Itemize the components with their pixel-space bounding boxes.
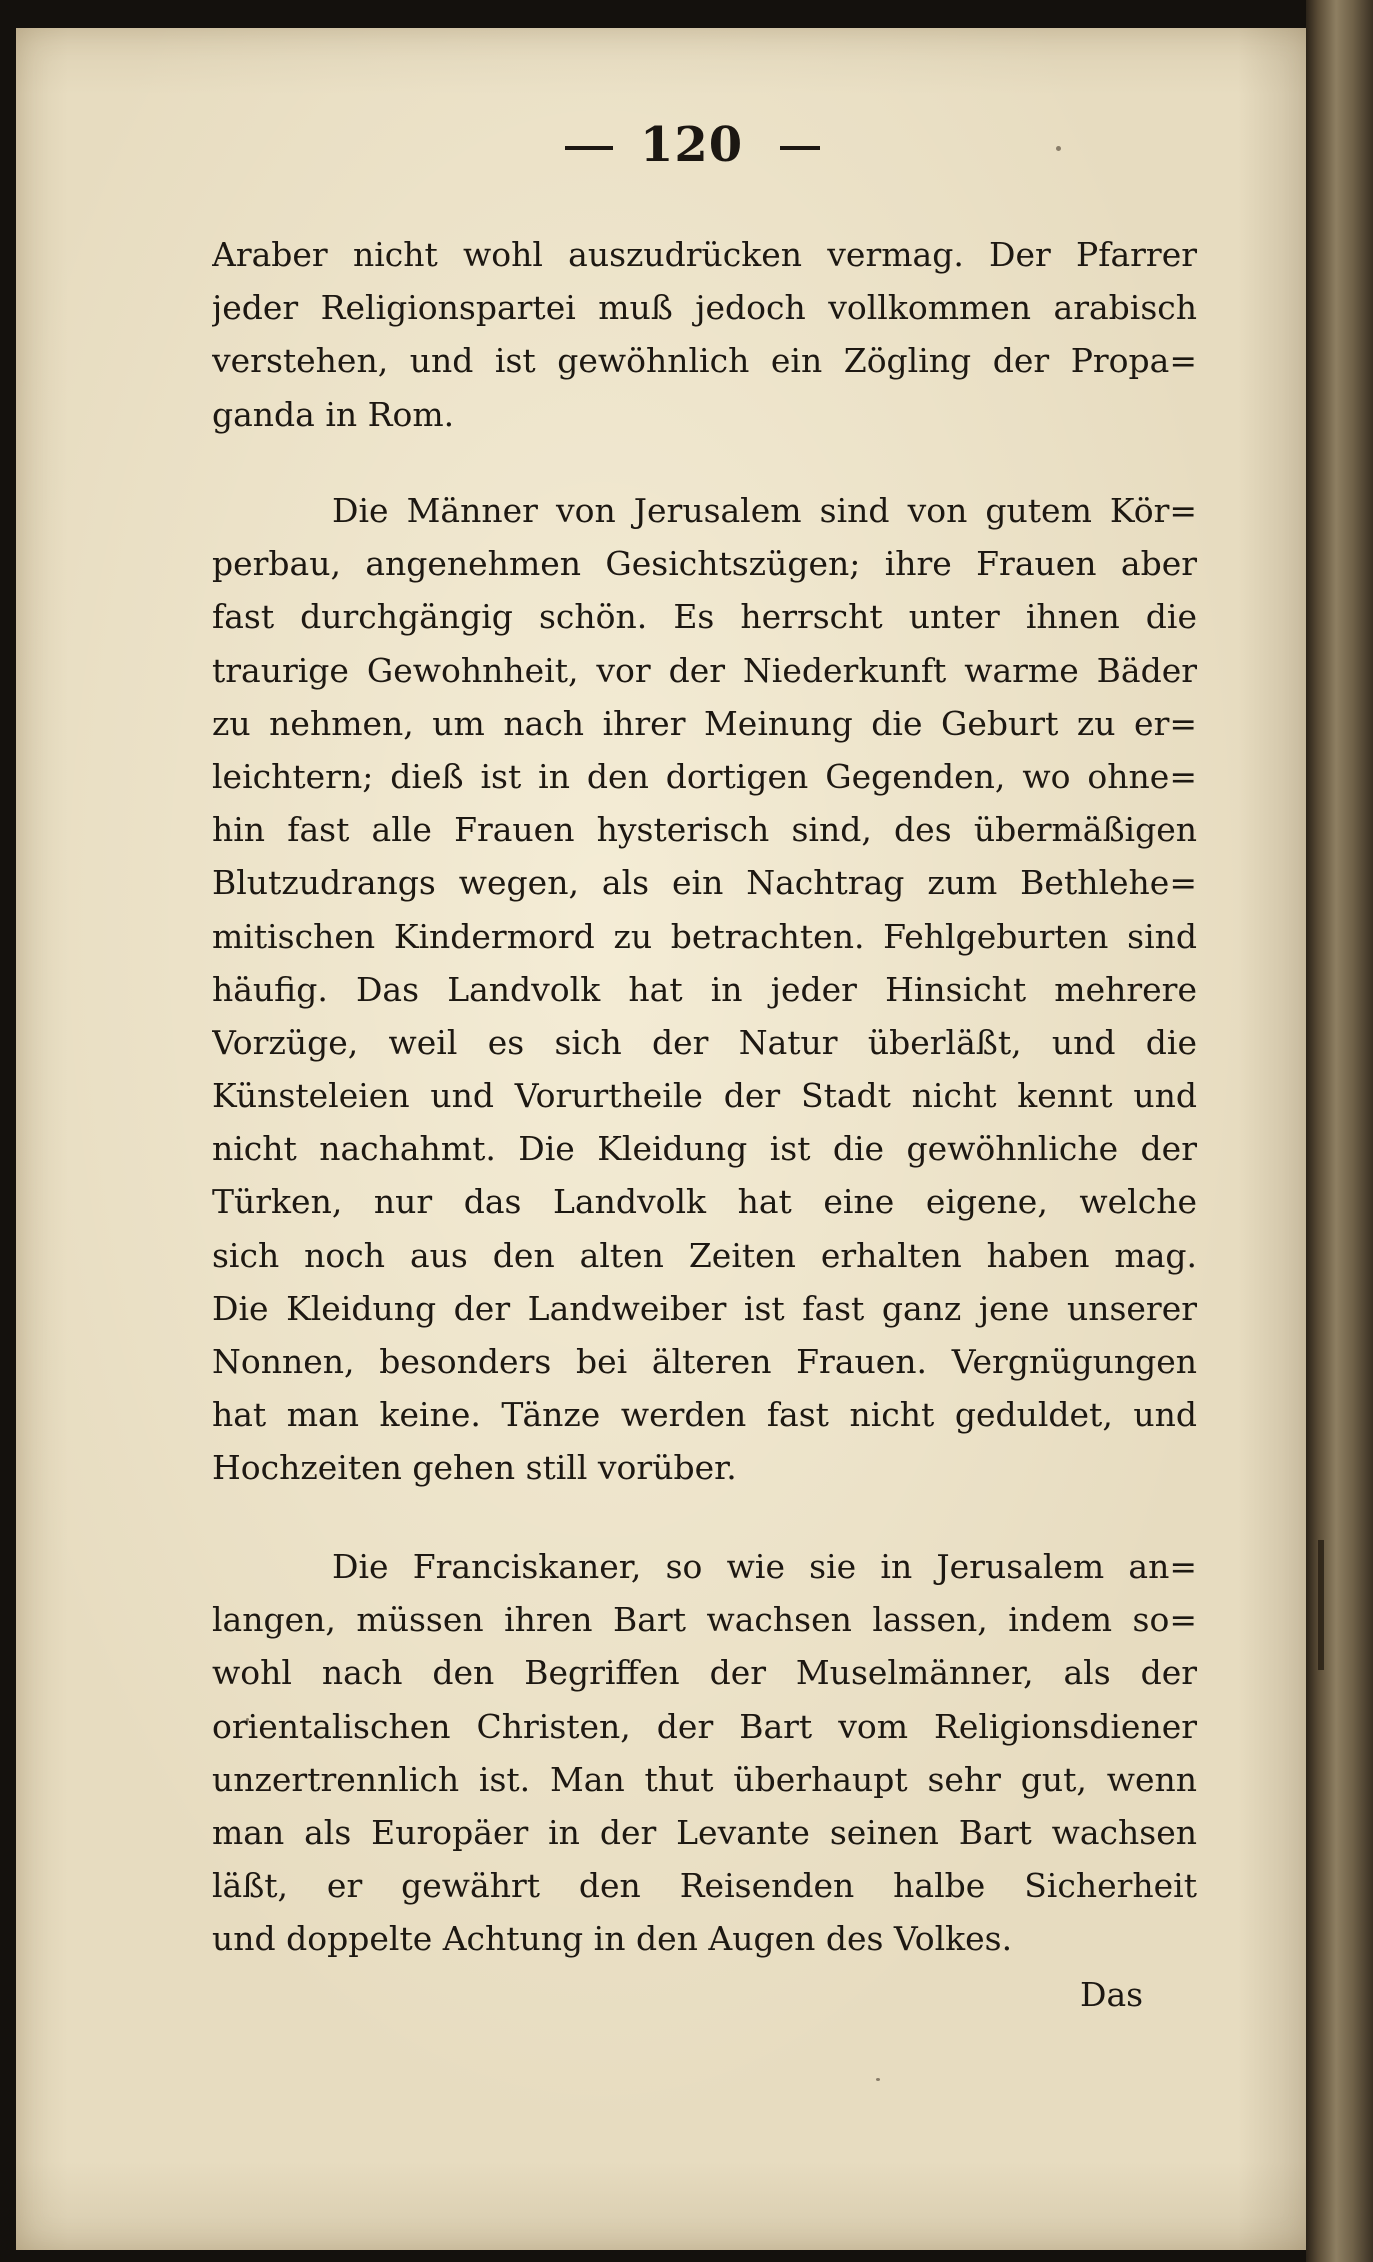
paragraph-1 bbox=[212, 228, 1197, 441]
text-line: leichtern; dieß ist in den dortigen Gegenden, wo ohne= bbox=[212, 756, 1197, 796]
catchword: Das bbox=[1080, 1975, 1144, 2014]
running-header bbox=[0, 110, 1373, 180]
text-line: langen, müssen ihren Bart wachsen lassen, indem so= bbox=[212, 1600, 1197, 1640]
text-line: nicht nachahmt. Die Kleidung ist die gewöhnliche der bbox=[212, 1129, 1197, 1169]
paper-speck bbox=[876, 2078, 880, 2081]
text-line: Künsteleien und Vorurtheile der Stadt nicht kennt und bbox=[212, 1076, 1197, 1116]
text-line: man als Europäer in der Levante seinen Bart wachsen bbox=[212, 1812, 1197, 1852]
text-line: läßt, er gewährt den Reisenden halbe Sicherheit bbox=[212, 1866, 1197, 1906]
text-line: Vorzüge, weil es sich der Natur überläßt, und die bbox=[212, 1022, 1197, 1062]
text-line: mitischen Kindermord zu betrachten. Fehlgeburten sind bbox=[212, 916, 1197, 956]
text-line: unzertrennlich ist. Man thut überhaupt sehr gut, wenn bbox=[212, 1759, 1197, 1799]
text-line: ganda in Rom. bbox=[212, 394, 455, 434]
text-line: perbau, angenehmen Gesichtszügen; ihre Frauen aber bbox=[212, 544, 1197, 584]
text-line: Die Kleidung der Landweiber ist fast ganz jene unserer bbox=[212, 1288, 1197, 1328]
paragraph-2 bbox=[212, 484, 1197, 1495]
text-line: Türken, nur das Landvolk hat eine eigene, welche bbox=[212, 1182, 1197, 1222]
text-line: Araber nicht wohl auszudrücken vermag. Der Pfarrer bbox=[212, 235, 1197, 274]
text-line: hat man keine. Tänze werden fast nicht geduldet, und bbox=[212, 1395, 1197, 1435]
text-line: orientalischen Christen, der Bart vom Religionsdiener bbox=[212, 1706, 1197, 1746]
text-line: und doppelte Achtung in den Augen des Volkes. bbox=[212, 1919, 1013, 1959]
text-line: hin fast alle Frauen hysterisch sind, des übermäßigen bbox=[212, 810, 1197, 850]
text-line: verstehen, und ist gewöhnlich ein Zögling der Propa= bbox=[212, 341, 1197, 381]
text-line: jeder Religionspartei muß jedoch vollkommen arabisch bbox=[212, 288, 1197, 328]
paragraph-3 bbox=[212, 1540, 1197, 1966]
text-line: Die Männer von Jerusalem sind von gutem Kör= bbox=[332, 491, 1197, 530]
text-line: Die Franciskaner, so wie sie in Jerusalem an= bbox=[332, 1547, 1197, 1586]
text-line: sich noch aus den alten Zeiten erhalten haben mag. bbox=[212, 1235, 1197, 1275]
text-line: zu nehmen, um nach ihrer Meinung die Geburt zu er= bbox=[212, 703, 1197, 743]
text-line: Hochzeiten gehen still vorüber. bbox=[212, 1448, 737, 1488]
text-line: fast durchgängig schön. Es herrscht unter ihnen die bbox=[212, 597, 1197, 637]
text-line: häufig. Das Landvolk hat in jeder Hinsicht mehrere bbox=[212, 969, 1197, 1009]
book-gutter bbox=[1306, 0, 1373, 2262]
text-line: wohl nach den Begriffen der Muselmänner, als der bbox=[212, 1653, 1197, 1693]
header-dash-right bbox=[780, 146, 820, 150]
text-line: Blutzudrangs wegen, als ein Nachtrag zum Bethlehe= bbox=[212, 863, 1197, 903]
text-line: Nonnen, besonders bei älteren Frauen. Vergnügungen bbox=[212, 1342, 1197, 1381]
header-dash-left bbox=[565, 146, 613, 150]
text-line: traurige Gewohnheit, vor der Niederkunft warme Bäder bbox=[212, 650, 1197, 690]
page-number: 120 bbox=[640, 117, 744, 173]
gutter-mark bbox=[1318, 1540, 1324, 1670]
